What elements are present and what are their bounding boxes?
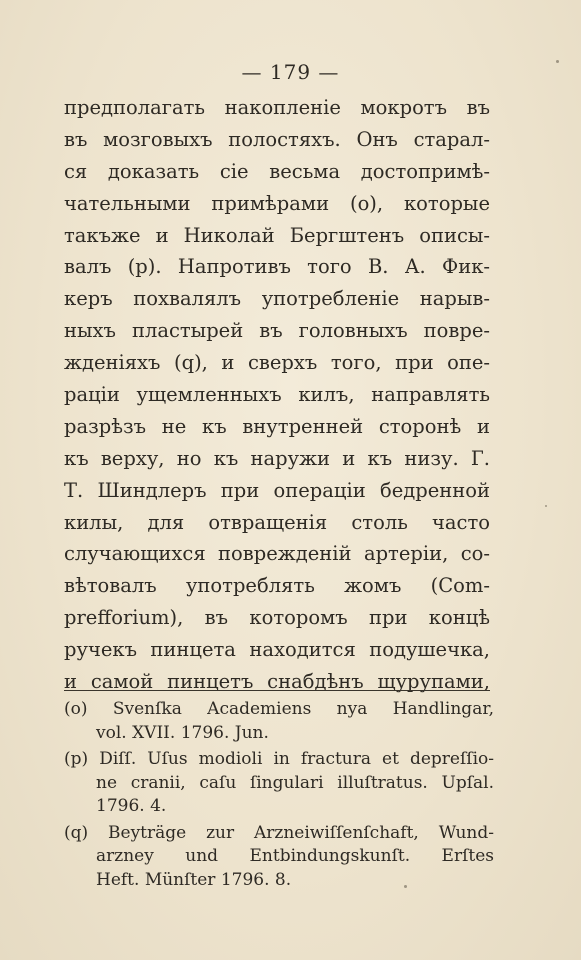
body-line: къ верху, но къ наружи и къ низу. Г. <box>64 446 490 470</box>
body-line: вѣтовалъ употреблять жомъ (Com- <box>64 574 490 598</box>
footnote-line: ne cranii, caſu ſingulari illuſtratus. Upſal. <box>96 772 494 793</box>
body-line: prefforium), въ которомъ при концѣ <box>64 606 490 630</box>
body-line: керъ похвалялъ употребленіе нарыв- <box>64 287 490 311</box>
footnotes <box>64 698 494 895</box>
body-line: случающихся поврежденій артеріи, со- <box>64 542 490 566</box>
footnote-line: Heft. Münſter 1796. 8. <box>96 869 292 890</box>
body-line: чательными примѣрами (о), которые <box>64 191 490 215</box>
body-line: валъ (р). Напротивъ того В. А. Фик- <box>64 255 490 279</box>
paper-speck <box>556 60 559 63</box>
body-line: и самой пинцетъ снабдѣнъ щурупами, <box>64 670 490 694</box>
body-line: ся доказать сіе весьма достопримѣ- <box>64 159 490 183</box>
page-number: — 179 — <box>241 60 340 84</box>
body-line: жденіяхъ (q), и сверхъ того, при опе- <box>64 351 490 375</box>
body-line: килы, для отвращенія столь часто <box>64 510 490 534</box>
body-line: ручекъ пинцета находится подушечка, <box>64 638 490 662</box>
footnote-p <box>64 748 494 819</box>
body-line: разрѣзъ не къ внутренней сторонѣ и <box>64 414 490 438</box>
footnote-o <box>64 698 494 745</box>
footnote-line: arzney und Entbindungskunſt. Erſtes <box>96 846 494 866</box>
footnote-line: (q) Beyträge zur Arzneiwiſſenſchaft, Wund- <box>64 822 494 843</box>
body-line: такъже и Николай Бергштенъ описы- <box>64 223 490 247</box>
footnote-line: (о) Svenſka Academiens nya Handlingar, <box>64 699 494 719</box>
footnote-line: vol. XVII. 1796. Jun. <box>96 722 269 743</box>
body-line: въ мозговыхъ полостяхъ. Онъ старал- <box>64 127 490 151</box>
body-line: Т. Шиндлеръ при операціи бедренной <box>64 478 490 502</box>
footnote-line: (р) Diſſ. Uſus modioli in fractura et depreſſio- <box>64 749 494 769</box>
paper-speck <box>545 505 547 507</box>
body-line: раціи ущемленныхъ килъ, направлять <box>64 383 490 407</box>
body-text <box>64 92 490 698</box>
body-line: предполагать накопленіе мокротъ въ <box>64 96 490 119</box>
footnote-divider <box>64 690 490 691</box>
paper-speck <box>404 885 407 888</box>
footnote-q <box>64 822 494 893</box>
body-line: ныхъ пластырей въ головныхъ повре- <box>64 319 490 343</box>
footnote-line: 1796. 4. <box>96 796 167 816</box>
